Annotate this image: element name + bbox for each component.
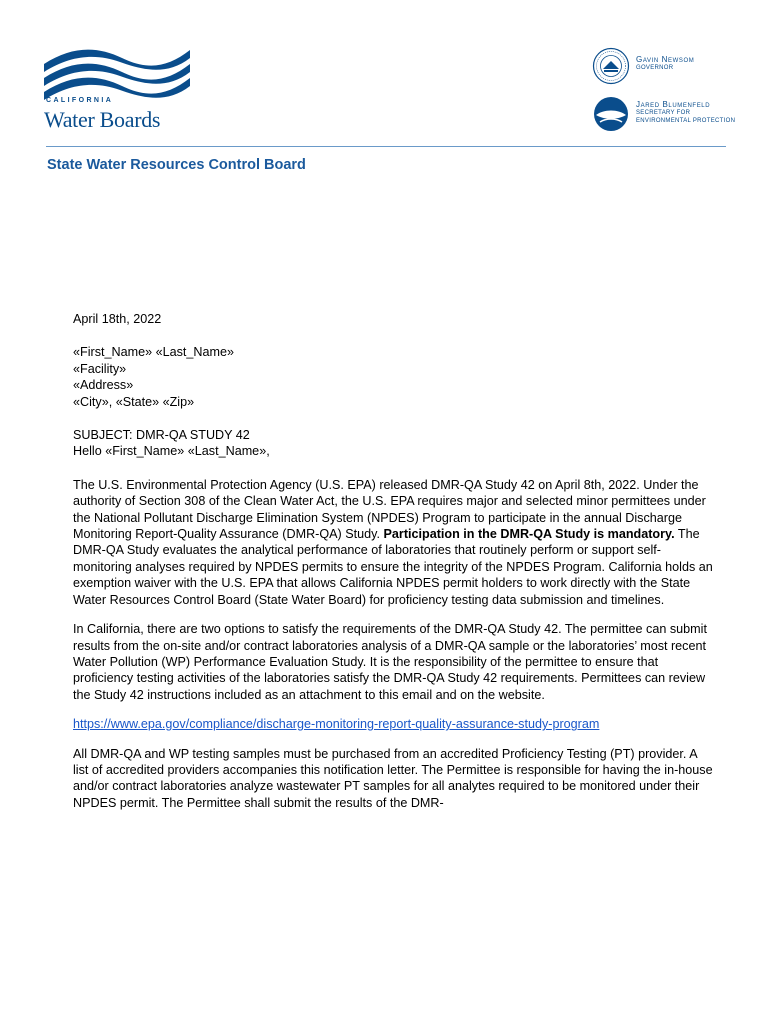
address-line-facility: «Facility» xyxy=(73,361,127,376)
governor-name: Gavin Newsom xyxy=(636,55,695,64)
paragraph-1-mandatory: Participation in the DMR-QA Study is mandatory. xyxy=(383,527,675,542)
logo-water-boards-text: Water Boards xyxy=(44,107,161,132)
paragraph-1-start: The U.S. Environmental Protection Agency (U.S. EPA) released DMR-QA Study 42 on April 8th, 2022. Under the authority of Section 308 of the Clean Water Act, the U.S. EPA requires major and selected minor permittees under the National Pollutant Discharge Elimination System (NPDES) Program to participate in the annual Discharge Monitoring Report-Quality Assurance (DMR-QA) Study. xyxy=(73,477,706,542)
epa-dmr-qa-link[interactable]: https://www.epa.gov/compliance/discharge-monitoring-report-quality-assurance-study-program xyxy=(73,717,600,732)
paragraph-1 xyxy=(73,477,713,608)
paragraph-2: In California, there are two options to satisfy the requirements of the DMR-QA Study 42. The permittee can submit results from the on-site and/or contract laboratories analysis of a DMR-QA sample or the laboratories’ most recent Water Pollution (WP) Performance Evaluation Study. It is the responsibility of the permittee to ensure that proficiency testing activities of the laboratories satisfy the DMR-QA Study 42 requirements. Permittees can review the Study 42 instructions included as an attachment to this email and on the website. xyxy=(73,622,707,702)
letter-date: April 18th, 2022 xyxy=(73,312,162,326)
address-line-street: «Address» xyxy=(73,378,134,393)
letter-body xyxy=(73,311,713,811)
governor-block xyxy=(636,56,694,72)
california-seal-icon xyxy=(592,47,630,85)
secretary-name: Jared Blumenfeld xyxy=(636,100,711,109)
address-line-name: «First_Name» «Last_Name» xyxy=(73,345,234,360)
paragraph-3: All DMR-QA and WP testing samples must be purchased from an accredited Proficiency Testing (PT) provider. A list of accredited providers accompanies this notification letter. The Permittee is responsible for having the in-house and/or contract laboratories analyze wastewater PT samples for all analytes required to be monitored under their NPDES permit. The Permittee shall submit the results of the DMR- xyxy=(73,746,713,810)
secretary-title-line-1: SECRETARY FOR xyxy=(636,110,691,116)
logo-california-text: CALIFORNIA xyxy=(46,97,114,104)
address-line-city: «City», «State» «Zip» xyxy=(73,394,195,409)
board-name-heading: State Water Resources Control Board xyxy=(47,157,306,173)
calepa-logo-icon xyxy=(592,95,630,133)
letter-subject: SUBJECT: DMR-QA STUDY 42 xyxy=(73,428,250,443)
secretary-title-line-2: ENVIRONMENTAL PROTECTION xyxy=(636,118,736,124)
header-divider xyxy=(46,146,726,147)
epa-link-paragraph xyxy=(73,716,713,732)
secretary-block xyxy=(636,101,735,125)
paragraph-1-end: The DMR-QA Study evaluates the analytical performance of laboratories that routinely perform or support self-monitoring analyses required by NPDES permits to ensure the integrity of the NPDES Program. California holds an exemption waiver with the U.S. EPA that allows California NPDES permit holders to work directly with the State Water Resources Control Board (State Water Board) for proficiency testing data submission and timelines. xyxy=(73,527,713,607)
water-boards-logo-waves-icon xyxy=(42,46,192,104)
letter-greeting: Hello «First_Name» «Last_Name», xyxy=(73,444,270,459)
governor-title: GOVERNOR xyxy=(636,65,674,71)
